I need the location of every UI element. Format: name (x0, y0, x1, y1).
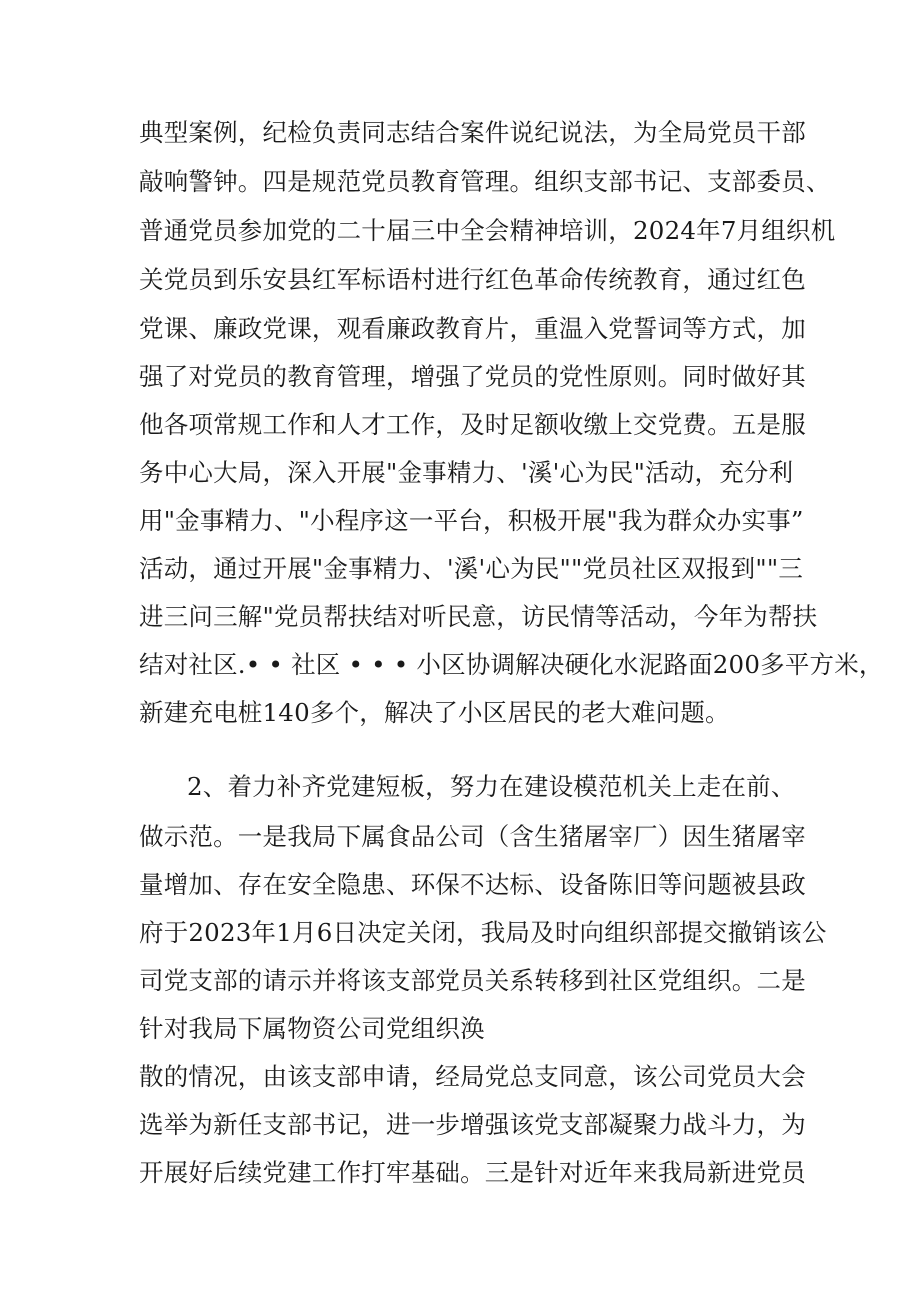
text-line: 关党员到乐安县红军标语村进行红色革命传统教育，通过红色 (139, 265, 806, 294)
text-line: 散的情况，由该支部申请，经局党总支同意，该公司党员大会 (139, 1062, 806, 1091)
text-line: 强了对党员的教育管理，增强了党员的党性原则。同时做好其 (139, 362, 806, 391)
paragraph-heading-line: 2、着力补齐党建短板，努力在建设模范机关上走在前、 (187, 772, 796, 801)
text-line: 新建充电桩140多个，解决了小区居民的老大难问题。 (139, 698, 730, 727)
text-line: 进三问三解"党员帮扶结对听民意，访民情等活动，今年为帮扶 (139, 602, 818, 631)
text-line: 务中心大局，深入开展"金事精力、'溪'心为民"活动，充分利 (139, 458, 794, 487)
text-line: 量增加、存在安全隐患、环保不达标、设备陈旧等问题被县政 (139, 870, 806, 899)
text-line: 针对我局下属物资公司党组织涣 (139, 1014, 485, 1043)
text-line: 府于2023年1月6日决定关闭，我局及时向组织部提交撤销该公 (139, 918, 827, 947)
text-line: 选举为新任支部书记，进一步增强该党支部凝聚力战斗力，为 (139, 1110, 806, 1139)
text-line: 开展好后续党建工作打牢基础。三是针对近年来我局新进党员 (139, 1158, 806, 1187)
text-line: 普通党员参加党的二十届三中全会精神培训，2024年7月组织机 (139, 216, 836, 245)
text-line: 用"金事精力、"小程序这一平台，积极开展"我为群众办实事” (139, 506, 804, 535)
text-line: 活动，通过开展"金事精力、'溪'心为民""党员社区双报到""三 (139, 554, 804, 583)
text-line: 结对社区.• • 社区 • • • 小区协调解决硬化水泥路面200多平方米， (139, 650, 884, 679)
text-line: 司党支部的请示并将该支部党员关系转移到社区党组织。二是 (139, 966, 806, 995)
text-line: 敲响警钟。四是规范党员教育管理。组织支部书记、支部委员、 (139, 167, 831, 196)
text-line: 他各项常规工作和人才工作，及时足额收缴上交党费。五是服 (139, 410, 806, 439)
text-line: 做示范。一是我局下属食品公司（含生猪屠宰厂）因生猪屠宰 (139, 822, 806, 851)
text-line: 典型案例，纪检负责同志结合案件说纪说法，为全局党员干部 (139, 118, 806, 147)
text-line: 党课、廉政党课，观看廉政教育片，重温入党誓词等方式，加 (139, 314, 806, 343)
